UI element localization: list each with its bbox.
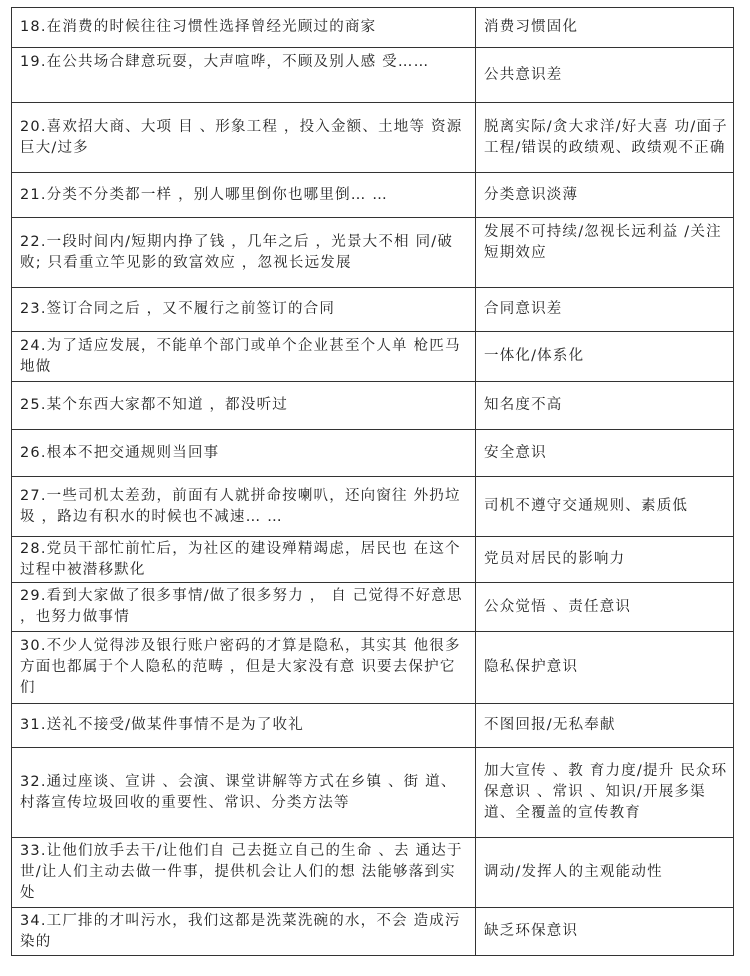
row-issue: 安全意识 bbox=[476, 430, 734, 477]
row-issue: 加大宣传 、教 育力度/提升 民众环保意识 、常识 、知识/开展多渠道、全覆盖的宣传教育 bbox=[476, 748, 734, 838]
table-row bbox=[12, 430, 734, 477]
table-row bbox=[12, 173, 734, 218]
row-description: 34.工厂排的才叫污水，我们这都是洗菜洗碗的水，不会 造成污染的 bbox=[12, 908, 476, 956]
table-row bbox=[12, 332, 734, 382]
row-issue: 调动/发挥人的主观能动性 bbox=[476, 838, 734, 908]
table-row bbox=[12, 477, 734, 537]
row-description: 28.党员干部忙前忙后，为社区的建设殚精竭虑，居民也 在这个过程中被潜移默化 bbox=[12, 537, 476, 583]
row-description: 22.一段时间内/短期内挣了钱 ，几年之后 ，光景大不相 同/破败; 只看重立竿见影的致富效应 ，忽视长远发展 bbox=[12, 218, 476, 288]
row-issue: 发展不可持续/忽视长远利益 /关注短期效应 bbox=[476, 218, 734, 288]
row-description: 33.让他们放手去干/让他们自 己去挺立自己的生命 、去 通达于世/让人们主动去做一件事，提供机会让人们的想 法能够落到实处 bbox=[12, 838, 476, 908]
row-issue: 一体化/体系化 bbox=[476, 332, 734, 382]
table-row bbox=[12, 218, 734, 288]
row-description: 19.在公共场合肆意玩耍，大声喧哗，不顾及别人感 受…… bbox=[12, 48, 476, 103]
row-issue: 司机不遵守交通规则、素质低 bbox=[476, 477, 734, 537]
row-description: 27.一些司机太差劲，前面有人就拼命按喇叭，还向窗往 外扔垃圾 ，路边有积水的时候也不减速… … bbox=[12, 477, 476, 537]
table-row bbox=[12, 632, 734, 704]
table-row bbox=[12, 48, 734, 103]
row-description: 29.看到大家做了很多事情/做了很多努力 ， 自 己觉得不好意思 ，也努力做事情 bbox=[12, 583, 476, 632]
table-row bbox=[12, 103, 734, 173]
table-row bbox=[12, 382, 734, 430]
row-description: 30.不少人觉得涉及银行账户密码的才算是隐私，其实其 他很多方面也都属于个人隐私的范畴 ，但是大家没有意 识要去保护它们 bbox=[12, 632, 476, 704]
row-description: 32.通过座谈、宣讲 、会演、课堂讲解等方式在乡镇 、街 道、村落宣传垃圾回收的重要性、常识、分类方法等 bbox=[12, 748, 476, 838]
row-description: 23.签订合同之后 ，又不履行之前签订的合同 bbox=[12, 288, 476, 332]
row-description: 26.根本不把交通规则当回事 bbox=[12, 430, 476, 477]
row-issue: 隐私保护意识 bbox=[476, 632, 734, 704]
row-description: 25.某个东西大家都不知道 ，都没听过 bbox=[12, 382, 476, 430]
row-description: 18.在消费的时候往往习惯性选择曾经光顾过的商家 bbox=[12, 8, 476, 48]
table-row bbox=[12, 583, 734, 632]
row-issue: 消费习惯固化 bbox=[476, 8, 734, 48]
table-row bbox=[12, 537, 734, 583]
row-issue: 党员对居民的影响力 bbox=[476, 537, 734, 583]
row-issue: 分类意识淡薄 bbox=[476, 173, 734, 218]
row-description: 24.为了适应发展，不能单个部门或单个企业甚至个人单 枪匹马地做 bbox=[12, 332, 476, 382]
table-row bbox=[12, 8, 734, 48]
row-issue: 缺乏环保意识 bbox=[476, 908, 734, 956]
row-issue: 脱离实际/贪大求洋/好大喜 功/面子工程/错误的政绩观、政绩观不正确 bbox=[476, 103, 734, 173]
table-row bbox=[12, 288, 734, 332]
row-issue: 公众觉悟 、责任意识 bbox=[476, 583, 734, 632]
row-description: 31.送礼不接受/做某件事情不是为了收礼 bbox=[12, 704, 476, 748]
table-row bbox=[12, 704, 734, 748]
table-row bbox=[12, 838, 734, 908]
row-issue: 知名度不高 bbox=[476, 382, 734, 430]
row-issue: 合同意识差 bbox=[476, 288, 734, 332]
row-description: 21.分类不分类都一样 ，别人哪里倒你也哪里倒… … bbox=[12, 173, 476, 218]
table-row bbox=[12, 908, 734, 956]
row-description: 20.喜欢招大商、大项 目 、形象工程 ，投入金额、土地等 资源巨大/过多 bbox=[12, 103, 476, 173]
cause-issue-table bbox=[11, 7, 734, 956]
row-issue: 不图回报/无私奉献 bbox=[476, 704, 734, 748]
table-row bbox=[12, 748, 734, 838]
row-issue: 公共意识差 bbox=[476, 48, 734, 103]
